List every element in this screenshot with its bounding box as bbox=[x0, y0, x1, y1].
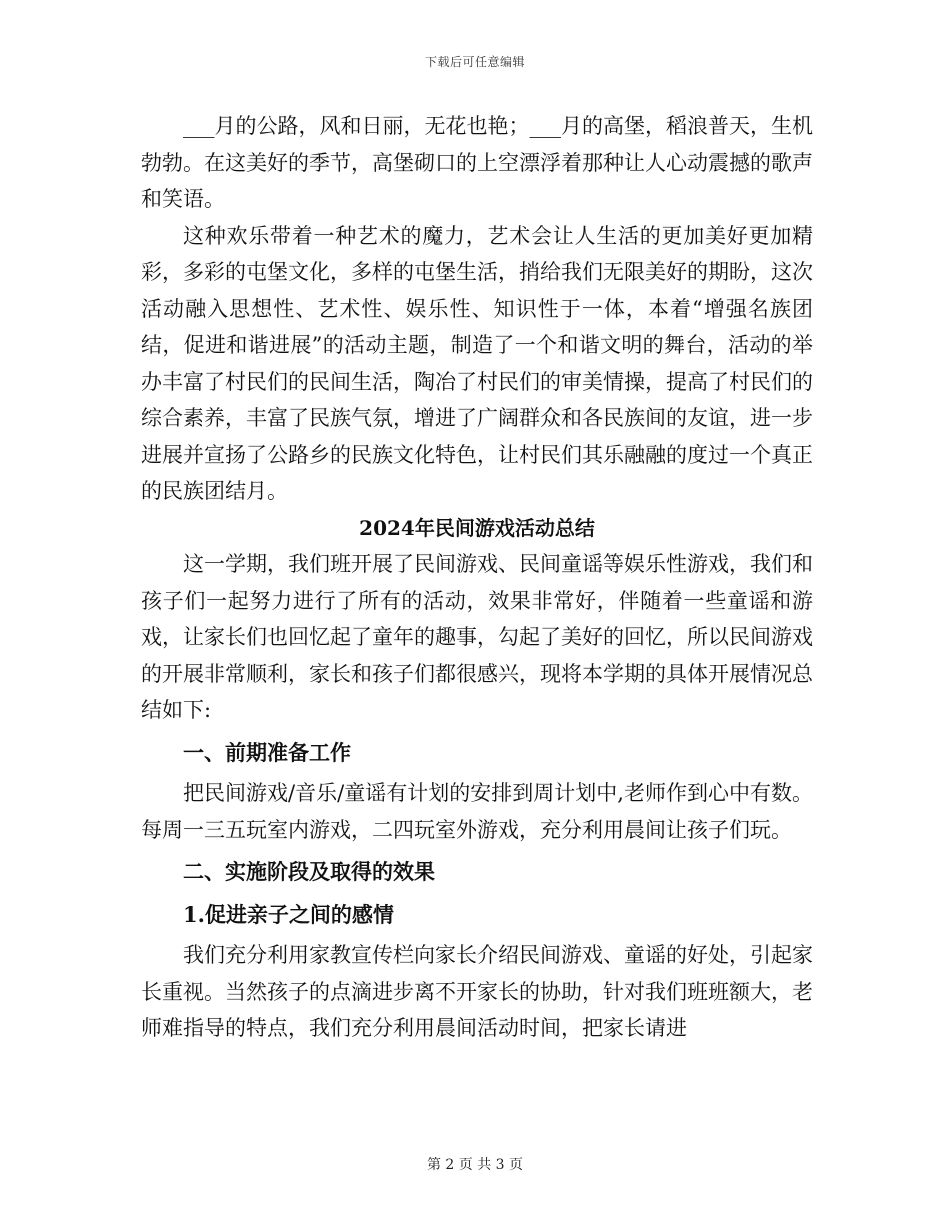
paragraph-4: 把民间游戏/音乐/童谣有计划的安排到周计划中,老师作到心中有数。每周一三五玩室内游戏，二四玩室外游戏，充分利用晨间让孩子们玩。 bbox=[141, 781, 813, 842]
page-footer: 第 2 页 共 3 页 bbox=[426, 1157, 524, 1173]
section-heading-2: 二、实施阶段及取得的效果 bbox=[183, 859, 435, 884]
paragraph-3: 这一学期，我们班开展了民间游戏、民间童谣等娱乐性游戏，我们和孩子们一起努力进行了所有的活动，效果非常好，伴随着一些童谣和游戏，让家长们也回忆起了童年的趣事，勾起了美好的回忆，所以民间游戏的开展非常顺利，家长和孩子们都很感兴，现将本学期的具体开展情况总结如下: bbox=[141, 552, 813, 722]
section-heading-1: 一、前期准备工作 bbox=[183, 739, 351, 765]
paragraph-5: 我们充分利用家教宣传栏向家长介绍民间游戏、童谣的好处，引起家长重视。当然孩子的点滴进步离不开家长的协助，针对我们班班额大，老师难指导的特点，我们充分利用晨间活动时间，把家长请进 bbox=[141, 943, 813, 1040]
document-body bbox=[141, 108, 813, 1047]
document-title: 2024年民间游戏活动总结 bbox=[359, 515, 595, 540]
paragraph-1: ___月的公路，风和日丽，无花也艳；___月的高堡，稻浪普天，生机勃勃。在这美好的季节，高堡砌口的上空漂浮着那种让人心动震撼的歌声和笑语。 bbox=[141, 114, 813, 211]
page-header: 下载后可任意编辑 bbox=[424, 55, 525, 69]
paragraph-2: 这种欢乐带着一种艺术的魔力，艺术会让人生活的更加美好更加精彩，多彩的屯堡文化，多样的屯堡生活，捎给我们无限美好的期盼，这次活动融入思想性、艺术性、娱乐性、知识性于一体，本着“增强名族团结，促进和谐进展”的活动主题，制造了一个和谐文明的舞台，活动的举办丰富了村民们的民间生活，陶冶了村民们的审美情操，提高了村民们的综合素养，丰富了民族气氛，增进了广阔群众和各民族间的友谊，进一步进展并宣扬了公路乡的民族文化特色，让村民们其乐融融的度过一个真正的民族团结月。 bbox=[141, 223, 813, 503]
subsection-heading-1: 1.促进亲子之间的感情 bbox=[183, 901, 394, 927]
